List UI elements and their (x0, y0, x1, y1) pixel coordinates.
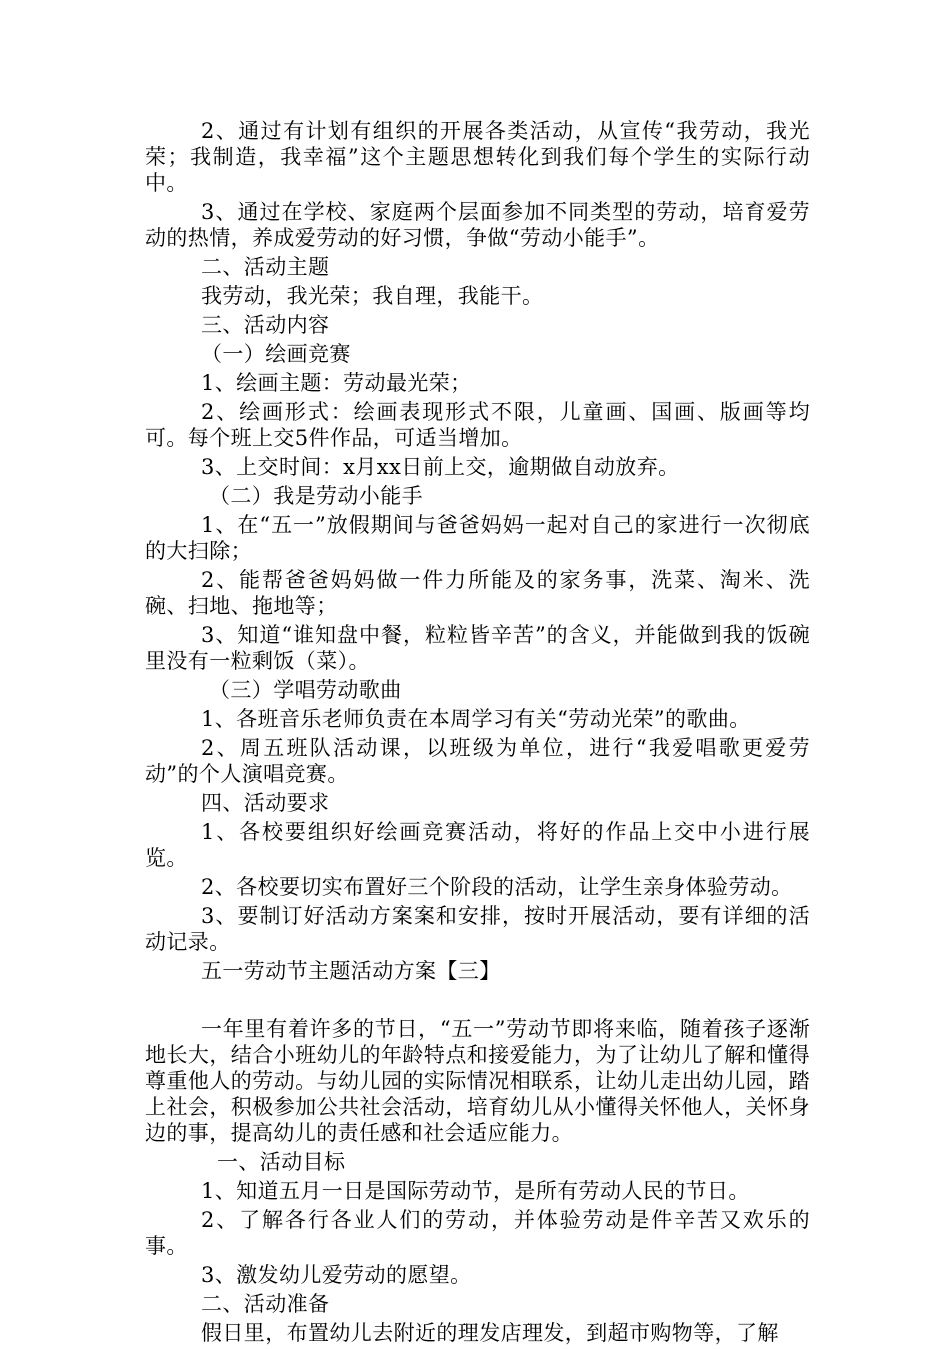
paragraph: 2、各校要切实布置好三个阶段的活动，让学生亲身体验劳动。 (201, 875, 793, 899)
paragraph: 2、了解各行各业人们的劳动，并体验劳动是件辛苦又欢乐的事。 (145, 1208, 810, 1258)
paragraph: 一年里有着许多的节日，“五一”劳动节即将来临，随着孩子逐渐地长大，结合小班幼儿的年龄特点和接爱能力，为了让幼儿了解和懂得尊重他人的劳动。与幼儿园的实际情况相联系，让幼儿走出幼儿园，踏上社会，积极参加公共社会活动，培育幼儿从小懂得关怀他人，关怀身边的事，提高幼儿的责任感和社会适应能力。 (145, 1017, 810, 1145)
paragraph: 3、知道“谁知盘中餐，粒粒皆辛苦”的含义，并能做到我的饭碗里没有一粒剩饭（菜）。 (145, 623, 810, 673)
section-heading: 三、活动内容 (201, 313, 330, 337)
subsection-heading: （一）绘画竞赛 (201, 342, 351, 366)
subsection-heading: （二）我是劳动小能手 (209, 484, 423, 508)
subsection-heading: （三）学唱劳动歌曲 (209, 678, 402, 702)
section-heading: 二、活动主题 (201, 255, 330, 279)
blank-line (145, 987, 810, 1016)
paragraph: 1、各校要组织好绘画竞赛活动，将好的作品上交中小进行展览。 (145, 820, 810, 870)
paragraph: 2、能帮爸爸妈妈做一件力所能及的家务事，洗菜、淘米、洗碗、扫地、拖地等； (145, 568, 810, 618)
paragraph: 2、周五班队活动课，以班级为单位，进行“我爱唱歌更爱劳动”的个人演唱竞赛。 (145, 736, 810, 786)
paragraph: 1、在“五一”放假期间与爸爸妈妈一起对自己的家进行一次彻底的大扫除； (145, 513, 810, 563)
section-heading: 四、活动要求 (201, 791, 330, 815)
section-heading: 二、活动准备 (201, 1292, 330, 1316)
paragraph: 我劳动，我光荣；我自理，我能干。 (201, 284, 544, 308)
paragraph: 2、绘画形式：绘画表现形式不限，儿童画、国画、版画等均可。每个班上交5件作品，可适当增加。 (145, 400, 810, 450)
document-title: 五一劳动节主题活动方案【三】 (201, 959, 501, 983)
paragraph: 3、激发幼儿爱劳动的愿望。 (201, 1263, 472, 1287)
paragraph: 3、上交时间：x月xx日前上交，逾期做自动放弃。 (201, 455, 680, 479)
paragraph: 1、知道五月一日是国际劳动节，是所有劳动人民的节日。 (201, 1179, 750, 1203)
document-page (145, 118, 810, 1349)
paragraph: 3、通过在学校、家庭两个层面参加不同类型的劳动，培育爱劳动的热情，养成爱劳动的好习惯，争做“劳动小能手”。 (145, 200, 810, 250)
section-heading: 一、活动目标 (217, 1150, 346, 1174)
paragraph: 1、各班音乐老师负责在本周学习有关“劳动光荣”的歌曲。 (201, 707, 751, 731)
paragraph: 假日里，布置幼儿去附近的理发店理发，到超市购物等，了解 (201, 1321, 779, 1345)
paragraph: 3、要制订好活动方案案和安排，按时开展活动，要有详细的活动记录。 (145, 904, 810, 954)
paragraph: 2、通过有计划有组织的开展各类活动，从宣传“我劳动，我光荣；我制造，我幸福”这个主题思想转化到我们每个学生的实际行动中。 (145, 119, 810, 195)
paragraph: 1、绘画主题：劳动最光荣； (201, 371, 472, 395)
